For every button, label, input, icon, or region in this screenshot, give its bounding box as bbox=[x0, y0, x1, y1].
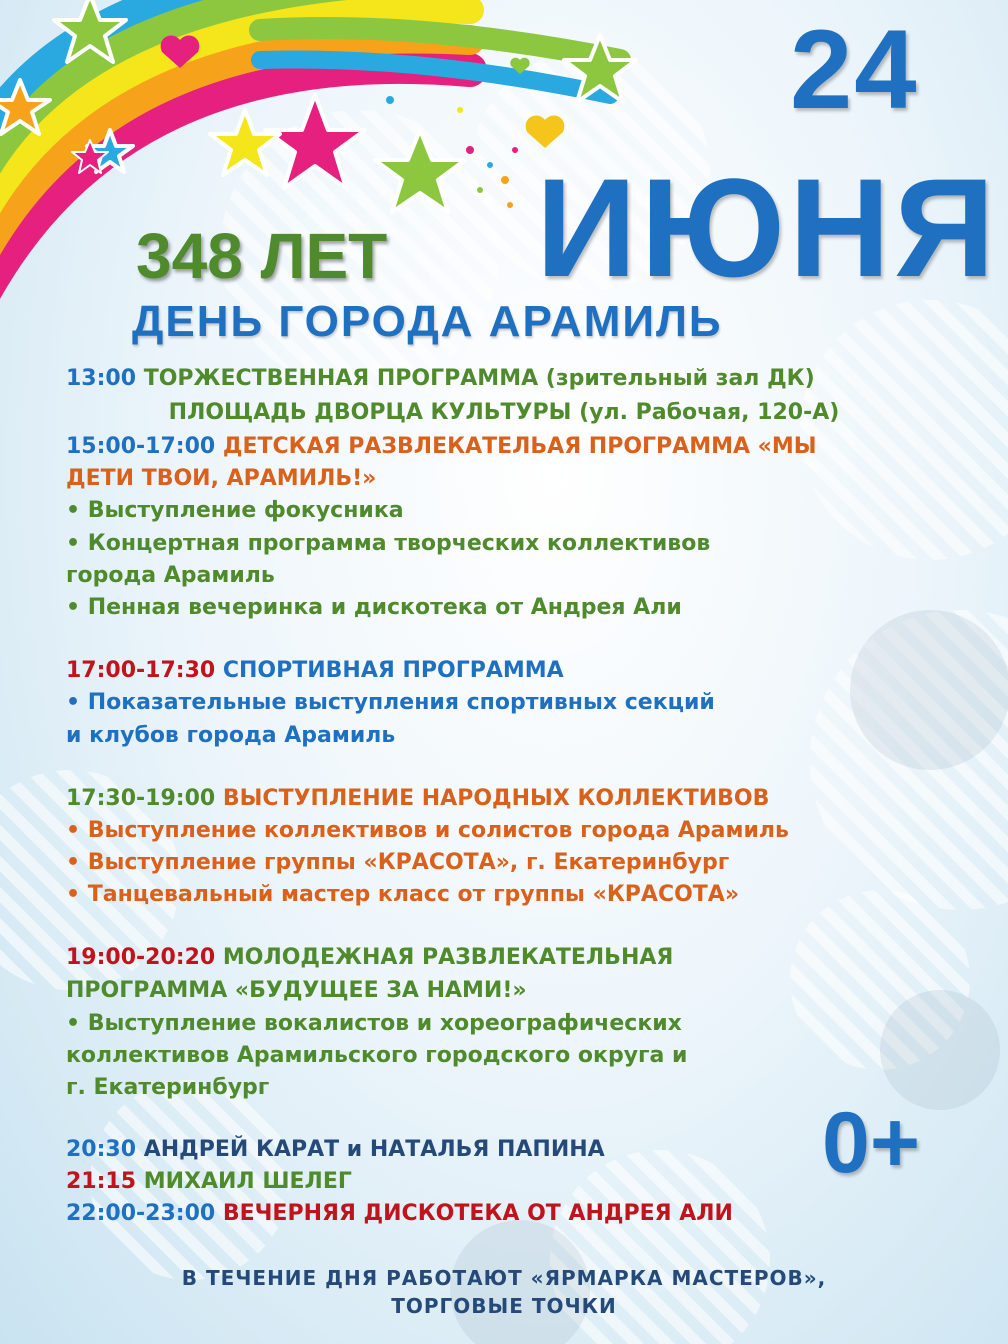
list-item: • Выступление группы «КРАСОТА», г. Екатеринбург bbox=[66, 850, 730, 875]
event-month: ИЮНЯ bbox=[536, 149, 999, 306]
entry-time: 17:00-17:30 bbox=[66, 658, 216, 683]
age-rating: 0+ bbox=[822, 1095, 921, 1191]
event-day: 24 bbox=[790, 7, 919, 132]
schedule-entry-1 bbox=[66, 368, 815, 390]
list-item: и клубов города Арамиль bbox=[66, 723, 396, 748]
list-item: • Танцевальный мастер класс от группы «КРАСОТА» bbox=[66, 882, 740, 907]
schedule-entry-5 bbox=[66, 947, 673, 969]
schedule-entry-3 bbox=[66, 660, 564, 682]
footer-line-1: В ТЕЧЕНИЕ ДНЯ РАБОТАЮТ «ЯРМАРКА МАСТЕРОВ», bbox=[181, 1266, 827, 1290]
entry-title: ВЫСТУПЛЕНИЕ НАРОДНЫХ КОЛЛЕКТИВОВ bbox=[222, 786, 770, 811]
entry-title: ВЕЧЕРНЯЯ ДИСКОТЕКА ОТ АНДРЕЯ АЛИ bbox=[222, 1201, 733, 1226]
list-item: коллективов Арамильского городского округа и bbox=[66, 1043, 688, 1068]
entry-time: 21:15 bbox=[66, 1169, 137, 1194]
entry-title-continued: ДЕТИ ТВОИ, АРАМИЛЬ!» bbox=[66, 466, 377, 491]
entry-note: (зрительный зал ДК) bbox=[545, 366, 815, 391]
entry-title: СПОРТИВНАЯ ПРОГРАММА bbox=[222, 658, 564, 683]
list-item: • Концертная программа творческих коллективов bbox=[66, 531, 711, 556]
entry-time: 19:00-20:20 bbox=[66, 945, 216, 970]
event-title: ДЕНЬ ГОРОДА АРАМИЛЬ bbox=[132, 297, 723, 346]
entry-title: МИХАИЛ ШЕЛЕГ bbox=[143, 1169, 352, 1194]
list-item: • Выступление фокусника bbox=[66, 498, 404, 523]
entry-title-continued: ПРОГРАММА «БУДУЩЕЕ ЗА НАМИ!» bbox=[66, 978, 527, 1003]
list-item: • Выступление вокалистов и хореографических bbox=[66, 1011, 682, 1036]
entry-time: 17:30-19:00 bbox=[66, 786, 216, 811]
list-item: г. Екатеринбург bbox=[66, 1075, 270, 1100]
schedule-entry-4 bbox=[66, 788, 769, 810]
schedule-entry-8 bbox=[66, 1203, 733, 1225]
entry-time: 22:00-23:00 bbox=[66, 1201, 216, 1226]
venue-line bbox=[0, 402, 1008, 424]
schedule-entry-7 bbox=[66, 1171, 352, 1193]
footer-line-2: ТОРГОВЫЕ ТОЧКИ bbox=[391, 1294, 617, 1318]
list-item: • Показательные выступления спортивных секций bbox=[66, 690, 715, 715]
entry-time: 15:00-17:00 bbox=[66, 434, 216, 459]
list-item: • Пенная вечеринка и дискотека от Андрея Али bbox=[66, 595, 682, 620]
entry-time: 20:30 bbox=[66, 1137, 137, 1162]
entry-title: ДЕТСКАЯ РАЗВЛЕКАТЕЛЬАЯ ПРОГРАММА «МЫ bbox=[222, 434, 817, 459]
venue-name: ПЛОЩАДЬ ДВОРЦА КУЛЬТУРЫ bbox=[168, 400, 572, 425]
entry-time: 13:00 bbox=[66, 366, 137, 391]
schedule-entry-6 bbox=[66, 1139, 605, 1161]
entry-title: АНДРЕЙ КАРАТ и НАТАЛЬЯ ПАПИНА bbox=[143, 1137, 605, 1162]
schedule-entry-2 bbox=[66, 436, 817, 458]
venue-address: (ул. Рабочая, 120-А) bbox=[579, 400, 840, 425]
anniversary-years: 348 ЛЕТ bbox=[136, 220, 388, 292]
list-item: города Арамиль bbox=[66, 563, 275, 588]
entry-title: ТОРЖЕСТВЕННАЯ ПРОГРАММА bbox=[143, 366, 539, 391]
list-item: • Выступление коллективов и солистов города Арамиль bbox=[66, 818, 789, 843]
entry-title: МОЛОДЕЖНАЯ РАЗВЛЕКАТЕЛЬНАЯ bbox=[222, 945, 674, 970]
